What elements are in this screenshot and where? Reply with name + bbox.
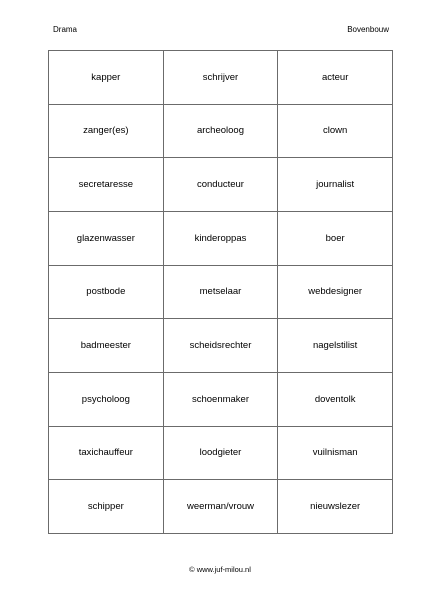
profession-card: boer xyxy=(278,211,393,265)
card-row xyxy=(49,51,393,105)
profession-card: clown xyxy=(278,104,393,158)
footer-copyright: © www.juf-milou.nl xyxy=(189,565,251,574)
card-row xyxy=(49,426,393,480)
profession-card: journalist xyxy=(278,158,393,212)
profession-card: doventolk xyxy=(278,372,393,426)
profession-card: nagelstilist xyxy=(278,319,393,373)
profession-card: weerman/vrouw xyxy=(163,480,278,534)
profession-card: taxichauffeur xyxy=(49,426,164,480)
profession-card: psycholoog xyxy=(49,372,164,426)
profession-card: webdesigner xyxy=(278,265,393,319)
profession-card: loodgieter xyxy=(163,426,278,480)
profession-card: scheidsrechter xyxy=(163,319,278,373)
profession-card: postbode xyxy=(49,265,164,319)
profession-card: schoenmaker xyxy=(163,372,278,426)
profession-card: glazenwasser xyxy=(49,211,164,265)
profession-card: kapper xyxy=(49,51,164,105)
profession-card: acteur xyxy=(278,51,393,105)
card-row xyxy=(49,265,393,319)
header-subject: Drama xyxy=(53,25,78,34)
card-row xyxy=(49,372,393,426)
card-row xyxy=(49,319,393,373)
header-level: Bovenbouw xyxy=(347,25,389,34)
profession-card: conducteur xyxy=(163,158,278,212)
card-row xyxy=(49,211,393,265)
profession-card: schipper xyxy=(49,480,164,534)
profession-card: zanger(es) xyxy=(49,104,164,158)
profession-card: secretaresse xyxy=(49,158,164,212)
profession-card: archeoloog xyxy=(163,104,278,158)
card-row xyxy=(49,480,393,534)
profession-card: kinderoppas xyxy=(163,211,278,265)
card-row xyxy=(49,104,393,158)
profession-card: metselaar xyxy=(163,265,278,319)
profession-card-grid xyxy=(48,50,393,534)
profession-card: schrijver xyxy=(163,51,278,105)
profession-card: badmeester xyxy=(49,319,164,373)
card-row xyxy=(49,158,393,212)
profession-card: vuilnisman xyxy=(278,426,393,480)
profession-card: nieuwslezer xyxy=(278,480,393,534)
